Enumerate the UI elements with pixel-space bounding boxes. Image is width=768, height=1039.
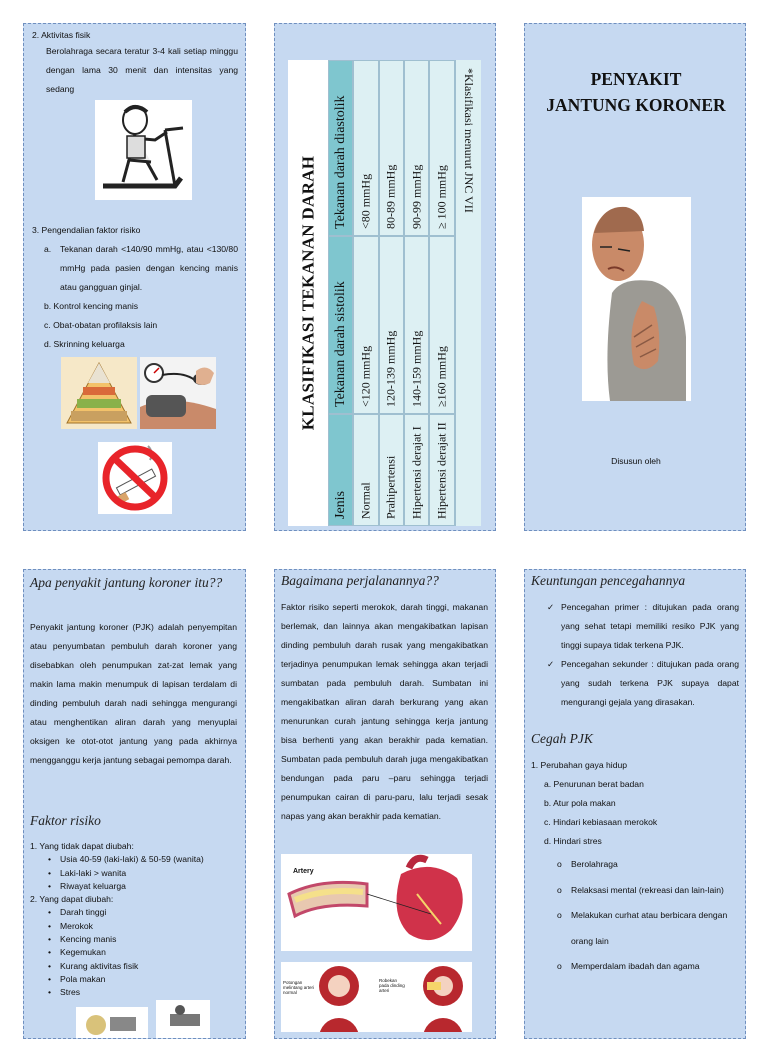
risk-factor-item: • Pola makan	[30, 973, 240, 986]
table-cell: 140-159 mmHg	[404, 236, 429, 414]
risk-factor-item: • Stres	[30, 986, 240, 999]
risk-factor-heading: Faktor risiko	[30, 813, 101, 828]
circle-bullet-icon: o	[557, 961, 562, 971]
prevent-pjk-heading: Cegah PJK	[531, 731, 593, 746]
cross-section-label-left: Potongan melintang arteri normal	[283, 980, 315, 995]
table-cell: <80 mmHg	[353, 60, 378, 236]
classification-table	[288, 60, 480, 526]
stress-item: o Berolahraga	[557, 852, 739, 878]
sub-d: d. Skrinning keluarga	[44, 339, 125, 349]
lifestyle-sub-list	[544, 775, 734, 851]
byline: Disusun oleh	[611, 456, 661, 466]
cover-title-line-1: PENYAKIT	[590, 69, 682, 89]
cross-section-label-right: Robekan pada dinding arteri	[379, 978, 405, 993]
treadmill-image	[95, 100, 192, 200]
risk-factor-item: • Laki-laki > wanita	[30, 867, 240, 880]
unhealthy-food-image	[76, 1007, 148, 1039]
lifestyle-change-item: 1. Perubahan gaya hidup	[531, 760, 628, 770]
sub-c: c. Obat-obatan profilaksis lain	[44, 320, 158, 330]
prevention-benefits-heading: Keuntungan pencegahannya	[531, 573, 686, 588]
lifestyle-sub-item: a. Penurunan berat badan	[544, 779, 644, 789]
cover-title-line-2: JANTUNG KORONER	[546, 95, 726, 115]
risk-factor-list	[30, 840, 240, 1000]
food-pyramid-image	[61, 357, 137, 429]
risk-factor-item: • Usia 40-59 (laki-laki) & 50-59 (wanita)	[30, 853, 240, 866]
bullet-icon: •	[48, 867, 52, 878]
table-title: KLASIFIKASI TEKANAN DARAH	[298, 155, 318, 431]
disease-course-heading: Bagaimana perjalanannya??	[281, 573, 439, 588]
stress-item: o Memperdalam ibadah dan agama	[557, 954, 739, 980]
panel-blood-pressure-classification	[274, 23, 496, 531]
table-cell: Hipertensi derajat II	[429, 414, 454, 526]
panel-exercise-risk-control	[23, 23, 246, 531]
benefit-item: ✓ Pencegahan sekunder : ditujukan pada orang yang sudah terkena PJK supaya dapat mengurangi gejala yang dirasakan.	[545, 655, 739, 712]
item-2-title: 2. Aktivitas fisik	[32, 30, 91, 40]
table-cell: ≥160 mmHg	[429, 236, 454, 414]
bullet-icon: •	[48, 947, 52, 958]
lifestyle-sub-item: c. Hindari kebiasaan merokok	[544, 817, 658, 827]
bullet-icon: •	[48, 960, 52, 971]
artery-heart-image	[281, 854, 472, 951]
what-is-pjk-paragraph: Penyakit jantung koroner (PJK) adalah penyempitan atau penyumbatan pembuluh darah koroner yang disebabkan oleh penumpukan zat-zat lemak yang makin lama makin menumpuk di lapisan terdalam di dinding pembuluh darah nadi sehingga mengurangi atau menghentikan aliran darah yang menyuplai oksigen ke otot-otot jantung yang pada akhirnya mengganggu kerja jantung sebagai pemompa darah.	[30, 622, 237, 765]
risk-factor-item: • Darah tinggi	[30, 906, 240, 919]
table-cell: <120 mmHg	[353, 236, 378, 414]
group-1-title: 1. Yang tidak dapat diubah:	[30, 841, 134, 851]
stress-management-list	[557, 852, 739, 980]
bullet-icon: •	[48, 920, 52, 931]
what-is-pjk-heading: Apa penyakit jantung koroner itu??	[30, 575, 223, 590]
bullet-icon: •	[48, 973, 52, 984]
group-2-title: 2. Yang dapat diubah:	[30, 894, 114, 905]
panel-cover	[524, 23, 746, 531]
table-footnote: *Klasifikasi menurut JNC VII	[461, 68, 476, 213]
lifestyle-sub-item: d. Hindari stres	[544, 836, 602, 846]
artery-label: Artery	[293, 868, 314, 875]
item-3-title: 3. Pengendalian faktor risiko	[32, 225, 141, 235]
benefit-item: ✓ Pencegahan primer : ditujukan pada orang yang sehat tetapi memiliki resiko PJK yang tinggi supaya tidak terkena PJK.	[545, 598, 739, 655]
table-cell: Hipertensi derajat I	[404, 414, 429, 526]
chest-pain-man-image	[582, 197, 691, 401]
blood-pressure-image	[140, 357, 216, 429]
sub-b: b. Kontrol kencing manis	[44, 301, 139, 311]
sub-a-marker: a.	[44, 244, 52, 254]
panel-prevention	[524, 569, 746, 1039]
circle-bullet-icon: o	[557, 859, 562, 869]
no-smoking-icon	[98, 442, 172, 514]
risk-factor-item: • Kencing manis	[30, 933, 240, 946]
disease-course-paragraph: Faktor risiko seperti merokok, darah tinggi, makanan berlemak, dan lainnya akan mengakibatkan lapisan dinding pembuluh darah rusak yang mengakibatkan terjadinya penumpukan lemak sehingga akan terjadi sumbatan pada pembuluh darah. Sumbatan ini mengakibatkan aliran darah berkurang yang akan menurunkan curah jantung sehingga kerja jantung bisa berhenti yang akan berakhir pada kematian. Sumbatan pada pembuluh darah juga mengakibatkan bendungan pada paru –paru sehingga terjadi penumpukan cairan di paru-paru, lalu terjadi sesak napas yang akan berakhir pada kematian.	[281, 602, 488, 821]
group-2-list	[30, 906, 240, 999]
bullet-icon: •	[48, 934, 52, 945]
stress-item: o Melakukan curhat atau berbicara dengan orang lain	[557, 903, 739, 954]
checkmark-icon: ✓	[547, 659, 555, 669]
bullet-icon: •	[48, 854, 52, 865]
cover-title	[525, 66, 746, 118]
circle-bullet-icon: o	[557, 910, 562, 920]
stress-item: o Relaksasi mental (rekreasi dan lain-lain)	[557, 878, 739, 904]
risk-factor-item: • Kurang aktivitas fisik	[30, 960, 240, 973]
panel-disease-course	[274, 569, 496, 1039]
table-cell: 90-99 mmHg	[404, 60, 429, 236]
benefits-list	[545, 598, 739, 712]
bullet-icon: •	[48, 880, 52, 891]
lifestyle-sub-item: b. Atur pola makan	[544, 798, 616, 808]
item-2-text: Berolahraga secara teratur 3-4 kali setiap minggu dengan lama 30 menit dan intensitas yang sedang	[46, 46, 238, 94]
artery-cross-section-image	[281, 962, 472, 1032]
panel-what-is-pjk	[23, 569, 246, 1039]
table-cell: ≥ 100 mmHg	[429, 60, 454, 236]
stress-image	[156, 1000, 210, 1039]
sub-a-text: Tekanan darah <140/90 mmHg, atau <130/80 mmHg pada pasien dengan kencing manis atau gangguan ginjal.	[60, 244, 238, 292]
bullet-icon: •	[48, 907, 52, 918]
table-cell: 80-89 mmHg	[379, 60, 404, 236]
risk-factor-item: • Merokok	[30, 920, 240, 933]
table-cell: Prahipertensi	[379, 414, 404, 526]
table-cell: 120-139 mmHg	[379, 236, 404, 414]
group-1-list	[30, 853, 240, 893]
table-cell: Normal	[353, 414, 378, 526]
table-footnote-cell	[455, 60, 481, 526]
risk-factor-item: • Kegemukan	[30, 946, 240, 959]
circle-bullet-icon: o	[557, 884, 562, 895]
table-header-cell: Tekanan darah sistolik	[328, 236, 353, 414]
checkmark-icon: ✓	[547, 602, 555, 612]
risk-factor-item: • Riwayat keluarga	[30, 880, 240, 893]
bullet-icon: •	[48, 987, 52, 998]
table-header-cell: Tekanan darah diastolik	[328, 60, 353, 236]
table-header-cell: Jenis	[328, 414, 353, 526]
